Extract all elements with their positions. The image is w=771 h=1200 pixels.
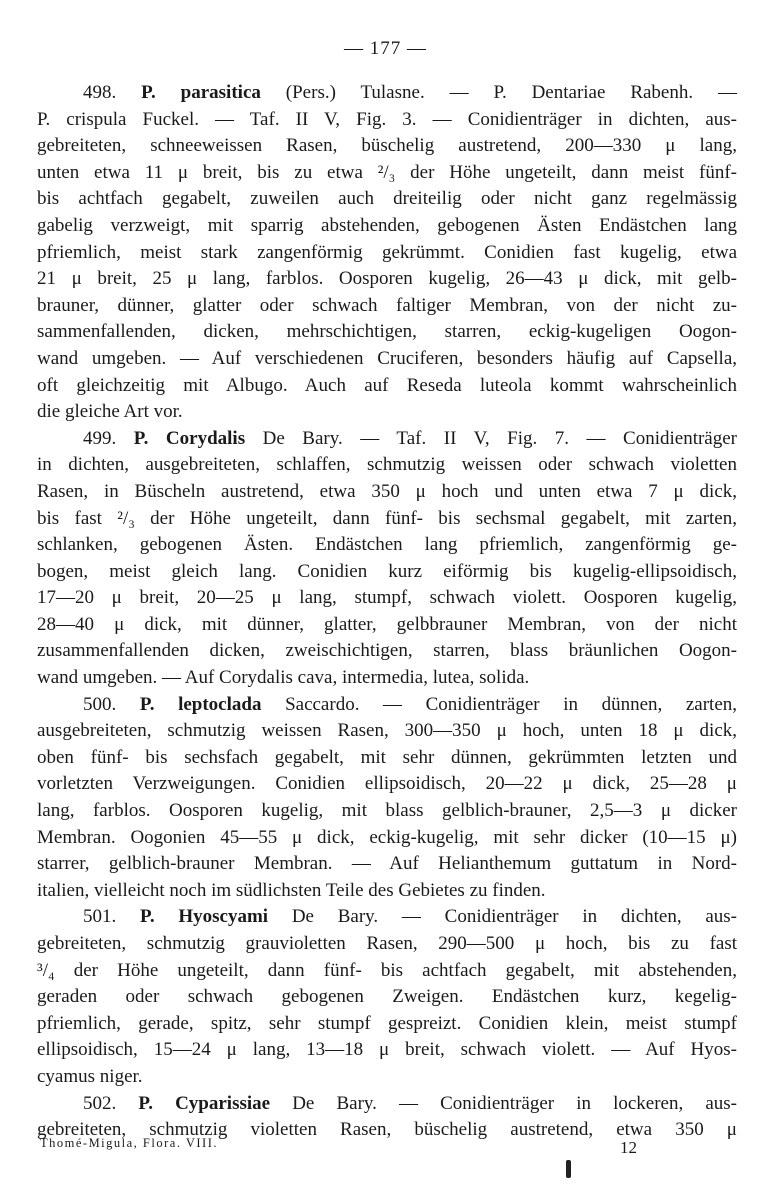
text-segment: P. crispula Fuckel. — Taf. II V, Fig. 3. — Conidienträger in dichten, aus- <box>37 108 737 130</box>
species-name: P. Corydalis <box>133 427 246 449</box>
text-line <box>37 1037 737 1064</box>
text-line <box>37 426 737 453</box>
text-segment: De Bary. — Taf. II V, Fig. 7. — Conidienträger <box>245 427 737 449</box>
text-line <box>37 213 737 240</box>
text-segment: Saccardo. — Conidienträger in dünnen, zarten, <box>261 693 738 715</box>
text-line <box>37 638 737 665</box>
species-name: P. Hyoscyami <box>140 906 269 928</box>
text-segment: De Bary. — Conidienträger in dichten, aus- <box>268 906 737 928</box>
text-line <box>37 80 737 107</box>
text-line <box>37 506 737 533</box>
text-line <box>37 293 737 320</box>
species-name: P. leptoclada <box>139 693 262 715</box>
text-line <box>37 532 737 559</box>
text-line <box>37 904 737 931</box>
text-segment: oben fünf- bis sechsfach gegabelt, mit sehr dünnen, gekrümmten letzten und <box>37 746 737 768</box>
text-segment: (Pers.) Tulasne. — P. Dentariae Rabenh. — <box>260 82 738 103</box>
text-line <box>37 399 737 426</box>
text-segment: bogen, meist gleich lang. Conidien kurz eiförmig bis kugelig-ellipsoidisch, <box>37 560 737 582</box>
text-segment: wand umgeben. — Auf verschiedenen Cruciferen, besonders häufig auf Capsella, <box>37 347 737 369</box>
text-segment: sammenfallenden, dicken, mehrschichtigen, starren, eckig-kugeligen Oogon- <box>37 321 737 343</box>
text-segment: gebreiteten, schmutzig violetten Rasen, büschelig austretend, etwa 350 μ <box>37 1119 737 1141</box>
text-line <box>37 160 737 187</box>
signature-mark: 12 <box>620 1138 637 1157</box>
text-segment: bis fast ²/₃ der Höhe ungeteilt, dann fünf- bis sechsmal gegabelt, mit zarten, <box>37 507 737 529</box>
text-segment: starrer, gelblich-brauner Membran. — Auf Helianthemum guttatum in Nord- <box>37 853 737 875</box>
ink-mark <box>566 1160 571 1178</box>
text-segment: 17—20 μ breit, 20—25 μ lang, stumpf, schwach violett. Oosporen kugelig, <box>37 587 737 609</box>
text-segment: Rasen, in Büscheln austretend, etwa 350 μ hoch und unten etwa 7 μ dick, <box>37 480 737 502</box>
text-line <box>37 1064 737 1091</box>
text-line <box>37 1091 737 1118</box>
text-segment: lang, farblos. Oosporen kugelig, mit blass gelblich-brauner, 2,5—3 μ dicker <box>37 800 737 822</box>
text-segment: ³/₄ der Höhe ungeteilt, dann fünf- bis achtfach gegabelt, mit abstehenden, <box>37 959 737 981</box>
text-line <box>37 240 737 267</box>
text-segment: 28—40 μ dick, mit dünner, glatter, gelbbrauner Membran, von der nicht <box>37 613 737 635</box>
text-segment: vorletzten Verzweigungen. Conidien ellipsoidisch, 20—22 μ dick, 25—28 μ <box>37 773 737 795</box>
text-line <box>37 692 737 719</box>
species-name: P. parasitica <box>141 82 261 103</box>
page-number: — 177 — <box>344 38 427 59</box>
text-segment: oft gleichzeitig mit Albugo. Auch auf Reseda luteola kommt wahrscheinlich <box>37 374 737 396</box>
text-segment: cyamus niger. <box>37 1065 143 1087</box>
text-segment: die gleiche Art vor. <box>37 401 183 423</box>
text-segment: 21 μ breit, 25 μ lang, farblos. Oosporen kugelig, 26—43 μ dick, mit gelb- <box>37 268 737 290</box>
text-line <box>37 798 737 825</box>
text-line <box>37 133 737 160</box>
text-line <box>37 958 737 985</box>
text-segment: 502. <box>83 1092 139 1114</box>
text-segment: gabelig verzweigt, mit sparrig abstehenden, gebogenen Ästen Endästchen lang <box>37 214 737 236</box>
text-line <box>37 771 737 798</box>
text-line <box>37 1011 737 1038</box>
text-line <box>37 984 737 1011</box>
text-segment: italien, vielleicht noch im südlichsten Teile des Gebietes zu finden. <box>37 879 546 901</box>
text-line <box>37 346 737 373</box>
text-segment: unten etwa 11 μ breit, bis zu etwa ²/₃ der Höhe ungeteilt, dann meist fünf- <box>37 161 737 183</box>
text-segment: gebreiteten, schmutzig grauvioletten Rasen, 290—500 μ hoch, bis zu fast <box>37 933 737 954</box>
text-segment: 499. <box>83 427 134 449</box>
text-line <box>37 266 737 293</box>
footer-source: Thomé-Migula, Flora. VIII. <box>40 1136 218 1150</box>
text-segment: 500. <box>83 693 140 715</box>
text-line <box>37 107 737 134</box>
text-line <box>37 878 737 905</box>
text-segment: Membran. Oogonien 45—55 μ dick, eckig-kugelig, mit sehr dicker (10—15 μ) <box>37 826 737 848</box>
text-line <box>37 612 737 639</box>
species-name: P. Cyparissiae <box>138 1092 271 1114</box>
text-segment: bis achtfach gegabelt, zuweilen auch dreiteilig oder nicht ganz regelmässig <box>37 188 737 210</box>
text-segment: pfriemlich, gerade, spitz, sehr stumpf gespreizt. Conidien klein, meist stumpf <box>37 1012 737 1034</box>
text-segment: zusammenfallenden dicken, zweischichtigen, starren, blass bräunlichen Oogon- <box>37 640 737 662</box>
text-line <box>37 665 737 692</box>
text-segment: geraden oder schwach gebogenen Zweigen. Endästchen kurz, kegelig- <box>37 986 737 1008</box>
text-line <box>37 931 737 958</box>
text-line <box>37 559 737 586</box>
text-line <box>37 585 737 612</box>
text-segment: gebreiteten, schneeweissen Rasen, büschelig austretend, 200—330 μ lang, <box>37 135 737 157</box>
text-segment: 498. <box>83 82 142 103</box>
text-segment: pfriemlich, meist stark zangenförmig gekrümmt. Conidien fast kugelig, etwa <box>37 241 737 263</box>
text-segment: ausgebreiteten, schmutzig weissen Rasen, 300—350 μ hoch, unten 18 μ dick, <box>37 720 737 742</box>
text-line <box>37 452 737 479</box>
text-line <box>37 745 737 772</box>
text-segment: De Bary. — Conidienträger in lockeren, aus- <box>270 1092 738 1114</box>
text-line <box>37 851 737 878</box>
text-line <box>37 319 737 346</box>
text-line <box>37 186 737 213</box>
text-segment: in dichten, ausgebreiteten, schlaffen, schmutzig weissen oder schwach violetten <box>37 454 737 476</box>
text-line <box>37 479 737 506</box>
page-body-text <box>37 80 737 1144</box>
text-line <box>37 718 737 745</box>
text-segment: ellipsoidisch, 15—24 μ lang, 13—18 μ breit, schwach violett. — Auf Hyos- <box>37 1039 737 1061</box>
text-line <box>37 825 737 852</box>
text-segment: brauner, dünner, glatter oder schwach faltiger Membran, von der nicht zu- <box>37 294 737 316</box>
text-segment: schlanken, gebogenen Ästen. Endästchen lang pfriemlich, zangenförmig ge- <box>37 534 737 556</box>
text-line <box>37 373 737 400</box>
text-segment: wand umgeben. — Auf Corydalis cava, intermedia, lutea, solida. <box>37 667 530 689</box>
text-segment: 501. <box>83 906 140 928</box>
